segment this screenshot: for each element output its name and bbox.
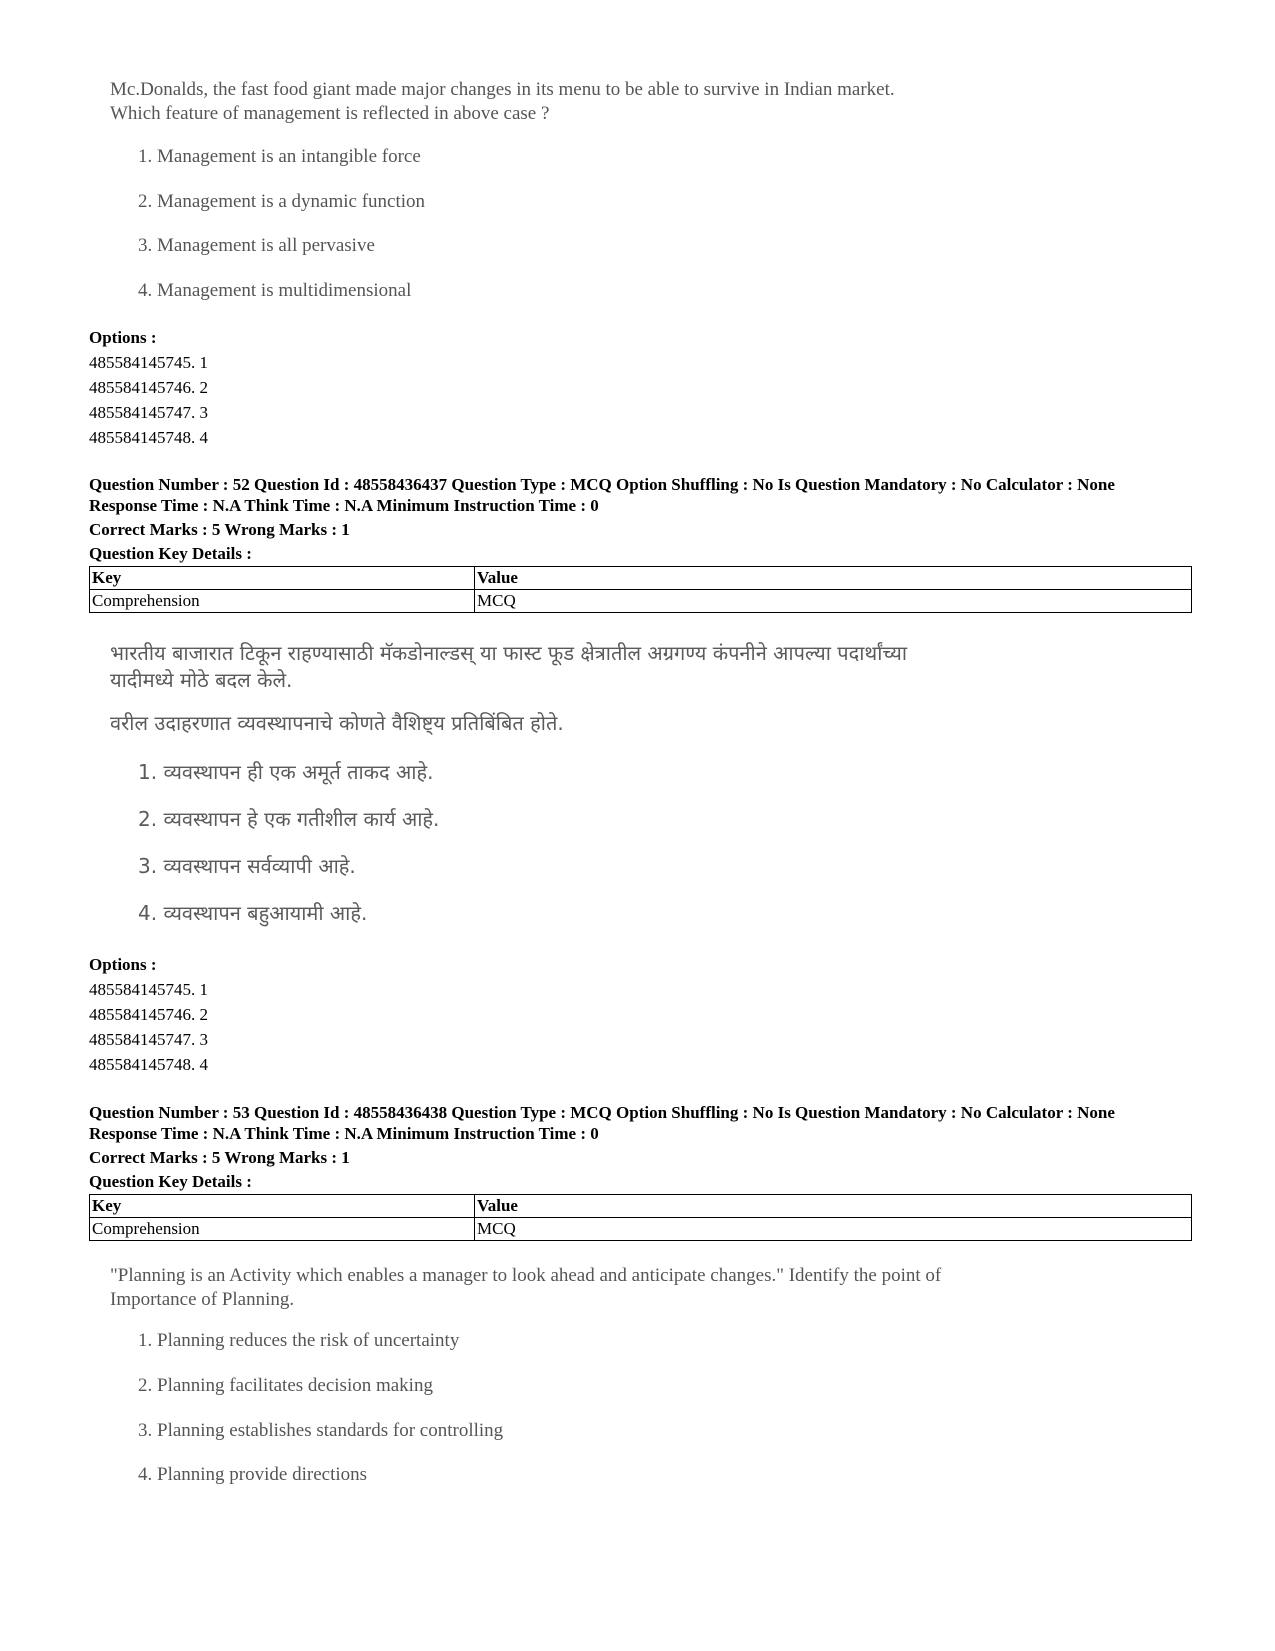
choice-item: 4. Planning provide directions — [138, 1464, 368, 1485]
key-details-table — [89, 566, 1192, 613]
question-timing-line: Response Time : N.A Think Time : N.A Minimum Instruction Time : 0 — [89, 496, 599, 515]
choice-item: 2. Planning facilitates decision making — [138, 1375, 433, 1396]
option-item: 485584145745. 1 — [89, 353, 208, 372]
table-cell-value: MCQ — [475, 1218, 1192, 1241]
marks-line: Correct Marks : 5 Wrong Marks : 1 — [89, 1148, 350, 1167]
table-header-value: Value — [475, 567, 1192, 590]
table-cell-key: Comprehension — [90, 1218, 475, 1241]
choice-item: 2. Management is a dynamic function — [138, 191, 426, 212]
table-row — [90, 590, 1192, 613]
question-53-image — [110, 1264, 1110, 1494]
choice-item: 3. व्यवस्थापन सर्वव्यापी आहे. — [138, 854, 356, 878]
option-item: 485584145746. 2 — [89, 1005, 208, 1024]
option-item: 485584145748. 4 — [89, 1055, 208, 1074]
question-stem-line: "Planning is an Activity which enables a manager to look ahead and anticipate changes." Identify the point of — [110, 1265, 942, 1286]
question-stem-line: Mc.Donalds, the fast food giant made major changes in its menu to be able to survive in Indian market. — [110, 79, 895, 100]
choice-item: 3. Management is all pervasive — [138, 235, 375, 256]
choice-item: 1. Planning reduces the risk of uncertainty — [138, 1330, 460, 1351]
table-row — [90, 1218, 1192, 1241]
option-item: 485584145748. 4 — [89, 428, 208, 447]
question-stem-line: यादीमध्ये मोठे बदल केले. — [110, 668, 293, 692]
table-header-row — [90, 567, 1192, 590]
question-meta — [89, 474, 1199, 564]
question-52-image — [110, 640, 1070, 930]
choice-item: 4. Management is multidimensional — [138, 280, 412, 301]
options-list — [89, 952, 208, 1077]
question-stem-line: भारतीय बाजारात टिकून राहण्यासाठी मॅकडोनाल्डस् या फास्ट फूड क्षेत्रातील अग्रगण्य कंपनीने आपल्या पदार्थांच्या — [110, 641, 908, 665]
key-details-label: Question Key Details : — [89, 544, 252, 563]
choice-item: 1. Management is an intangible force — [138, 146, 421, 167]
question-info-line: Question Number : 53 Question Id : 48558436438 Question Type : MCQ Option Shuffling : No Is Question Mandatory : No Calculator : None — [89, 1103, 1115, 1122]
option-item: 485584145746. 2 — [89, 378, 208, 397]
choice-item: 1. व्यवस्थापन ही एक अमूर्त ताकद आहे. — [138, 760, 434, 784]
choice-item: 3. Planning establishes standards for controlling — [138, 1420, 504, 1441]
question-timing-line: Response Time : N.A Think Time : N.A Minimum Instruction Time : 0 — [89, 1124, 599, 1143]
question-meta — [89, 1102, 1199, 1192]
question-stem-line: Importance of Planning. — [110, 1289, 295, 1310]
table-header-key: Key — [90, 567, 475, 590]
table-header-row — [90, 1195, 1192, 1218]
choice-item: 2. व्यवस्थापन हे एक गतीशील कार्य आहे. — [138, 807, 440, 831]
question-stem-line: Which feature of management is reflected in above case ? — [110, 103, 550, 124]
options-list — [89, 325, 208, 450]
key-details-label: Question Key Details : — [89, 1172, 252, 1191]
options-label: Options : — [89, 328, 157, 347]
option-item: 485584145747. 3 — [89, 1030, 208, 1049]
table-cell-value: MCQ — [475, 590, 1192, 613]
question-stem-line: वरील उदाहरणात व्यवस्थापनाचे कोणते वैशिष्ट्य प्रतिबिंबित होते. — [110, 711, 564, 735]
table-header-value: Value — [475, 1195, 1192, 1218]
table-header-key: Key — [90, 1195, 475, 1218]
options-label: Options : — [89, 955, 157, 974]
question-51-image — [110, 78, 1070, 308]
option-item: 485584145747. 3 — [89, 403, 208, 422]
choice-item: 4. व्यवस्थापन बहुआयामी आहे. — [138, 901, 368, 925]
table-cell-key: Comprehension — [90, 590, 475, 613]
key-details-table — [89, 1194, 1192, 1241]
question-info-line: Question Number : 52 Question Id : 48558436437 Question Type : MCQ Option Shuffling : No Is Question Mandatory : No Calculator : None — [89, 475, 1115, 494]
marks-line: Correct Marks : 5 Wrong Marks : 1 — [89, 520, 350, 539]
option-item: 485584145745. 1 — [89, 980, 208, 999]
